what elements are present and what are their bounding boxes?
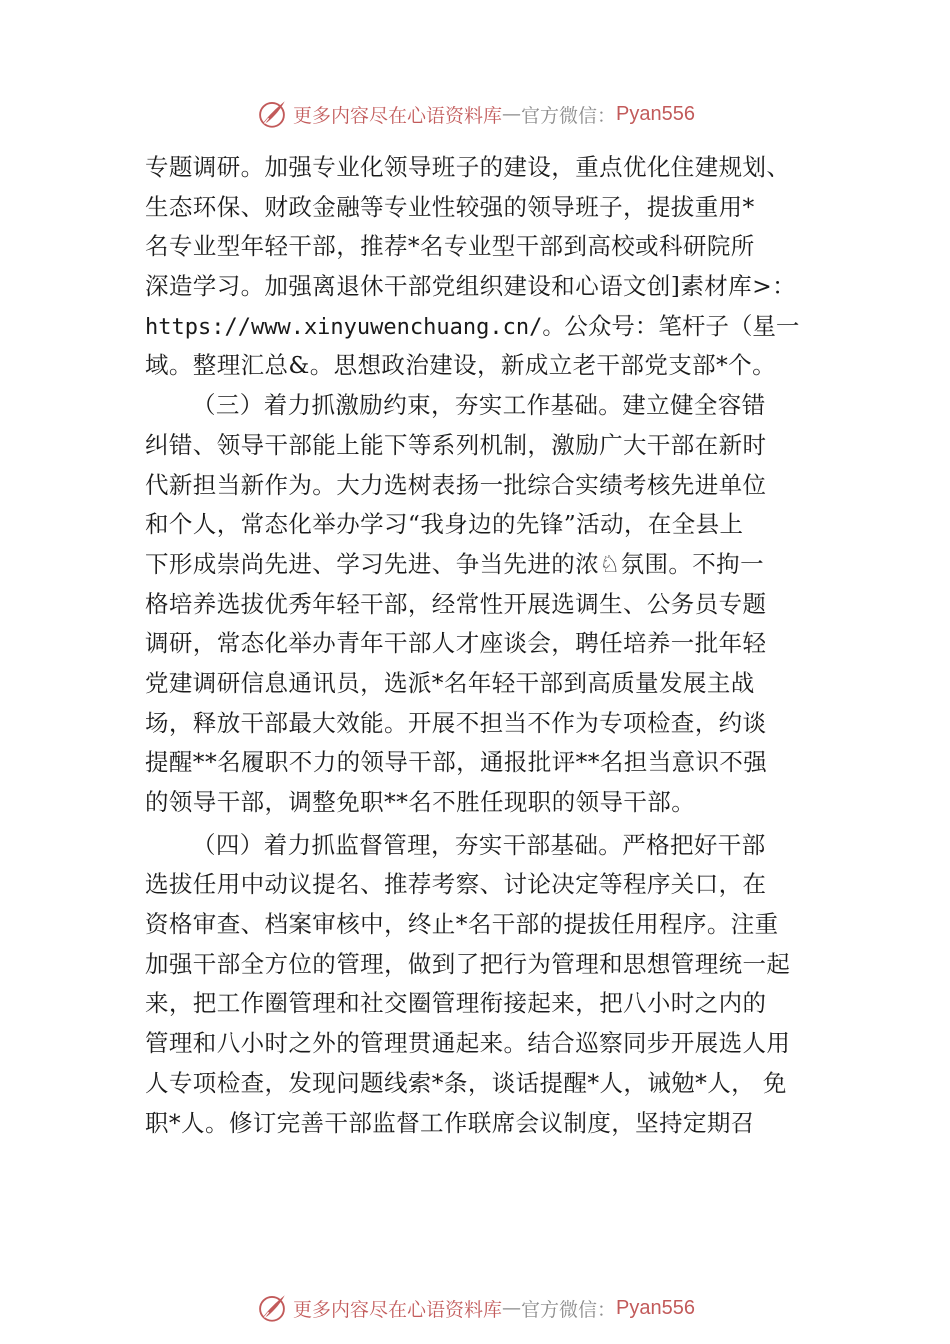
body-line: 资格审查、档案审核中，终止*名干部的提拔任用程序。注重 — [145, 910, 779, 939]
body-line: 调研，常态化举办青年干部人才座谈会，聘任培养一批年轻 — [145, 629, 767, 658]
body-line: 深造学习。加强离退休干部党组织建设和心语文创]素材库>： — [145, 272, 797, 301]
body-line: 选拔任用中动议提名、推荐考察、讨论决定等程序关口，在 — [145, 870, 767, 899]
quill-logo-icon — [255, 1291, 289, 1325]
document-body — [145, 148, 810, 1143]
body-line: 专题调研。加强专业化领导班子的建设，重点优化住建规划、 — [145, 153, 791, 181]
body-line-tail: 公众号：笔杆子（星一 — [564, 311, 800, 340]
body-line: 的领导干部，调整免职**名不胜任现职的领导干部。 — [145, 788, 696, 816]
body-line-url — [145, 307, 810, 347]
body-line: 下形成崇尚先进、学习先进、争当先进的浓♘氛围。不拘一 — [145, 549, 764, 578]
body-line: 管理和八小时之外的管理贯通起来。结合巡察同步开展选人用 — [145, 1029, 791, 1058]
footer-wechat-id: Pyan556 — [616, 1296, 695, 1319]
body-line: 场，释放干部最大效能。开展不担当不作为专项检查，约谈 — [145, 708, 767, 737]
header-wechat-id: Pyan556 — [616, 102, 695, 125]
section-heading-line: （三）着力抓激励约束，夯实工作基础。建立健全容错 — [192, 391, 766, 420]
footer-banner — [0, 1288, 950, 1328]
header-wechat-label: 官方微信： — [521, 104, 617, 127]
body-line: 职*人。修订完善干部监督工作联席会议制度，坚持定期召 — [145, 1108, 755, 1137]
header-brand: 更多内容尽在心语资料库 — [293, 104, 503, 127]
header-banner — [0, 94, 950, 134]
footer-brand: 更多内容尽在心语资料库 — [293, 1298, 503, 1321]
body-line: 来，把工作圈管理和社交圈管理衔接起来，把八小时之内的 — [145, 989, 767, 1018]
body-line: 纠错、领导干部能上能下等系列机制，激励广大干部在新时 — [145, 430, 767, 459]
body-line: 生态环保、财政金融等专业性较强的领导班子，提拔重用* — [145, 192, 755, 221]
body-line: 格培养选拔优秀年轻干部，经常性开展选调生、公务员专题 — [145, 589, 767, 618]
body-line: 和个人，常态化举办学习“我身边的先锋”活动，在全县上 — [145, 510, 744, 539]
body-line: 党建调研信息通讯员，选派*名年轻干部到高质量发展主战 — [145, 668, 755, 697]
body-line: 域。整理汇总&。思想政治建设，新成立老干部党支部*个。 — [145, 351, 776, 380]
body-line: 代新担当新作为。大力选树表扬一批综合实绩考核先进单位 — [145, 470, 767, 499]
url-text: https://www.xinyuwenchuang.cn/。 — [145, 314, 565, 340]
section-heading-line: （四）着力抓监督管理，夯实干部基础。严格把好干部 — [192, 830, 766, 859]
header-separator: — — [502, 103, 522, 125]
footer-separator: — — [502, 1297, 522, 1319]
body-line: 人专项检查，发现问题线索*条，谈话提醒*人，诫勉*人， 免 — [145, 1068, 787, 1097]
quill-logo-icon — [255, 97, 289, 131]
body-line: 提醒**名履职不力的领导干部，通报批评**名担当意识不强 — [145, 748, 768, 777]
body-line: 名专业型年轻干部，推荐*名专业型干部到高校或科研院所 — [145, 232, 755, 261]
body-line: 加强干部全方位的管理，做到了把行为管理和思想管理统一起 — [145, 949, 791, 978]
footer-wechat-label: 官方微信： — [521, 1298, 617, 1321]
